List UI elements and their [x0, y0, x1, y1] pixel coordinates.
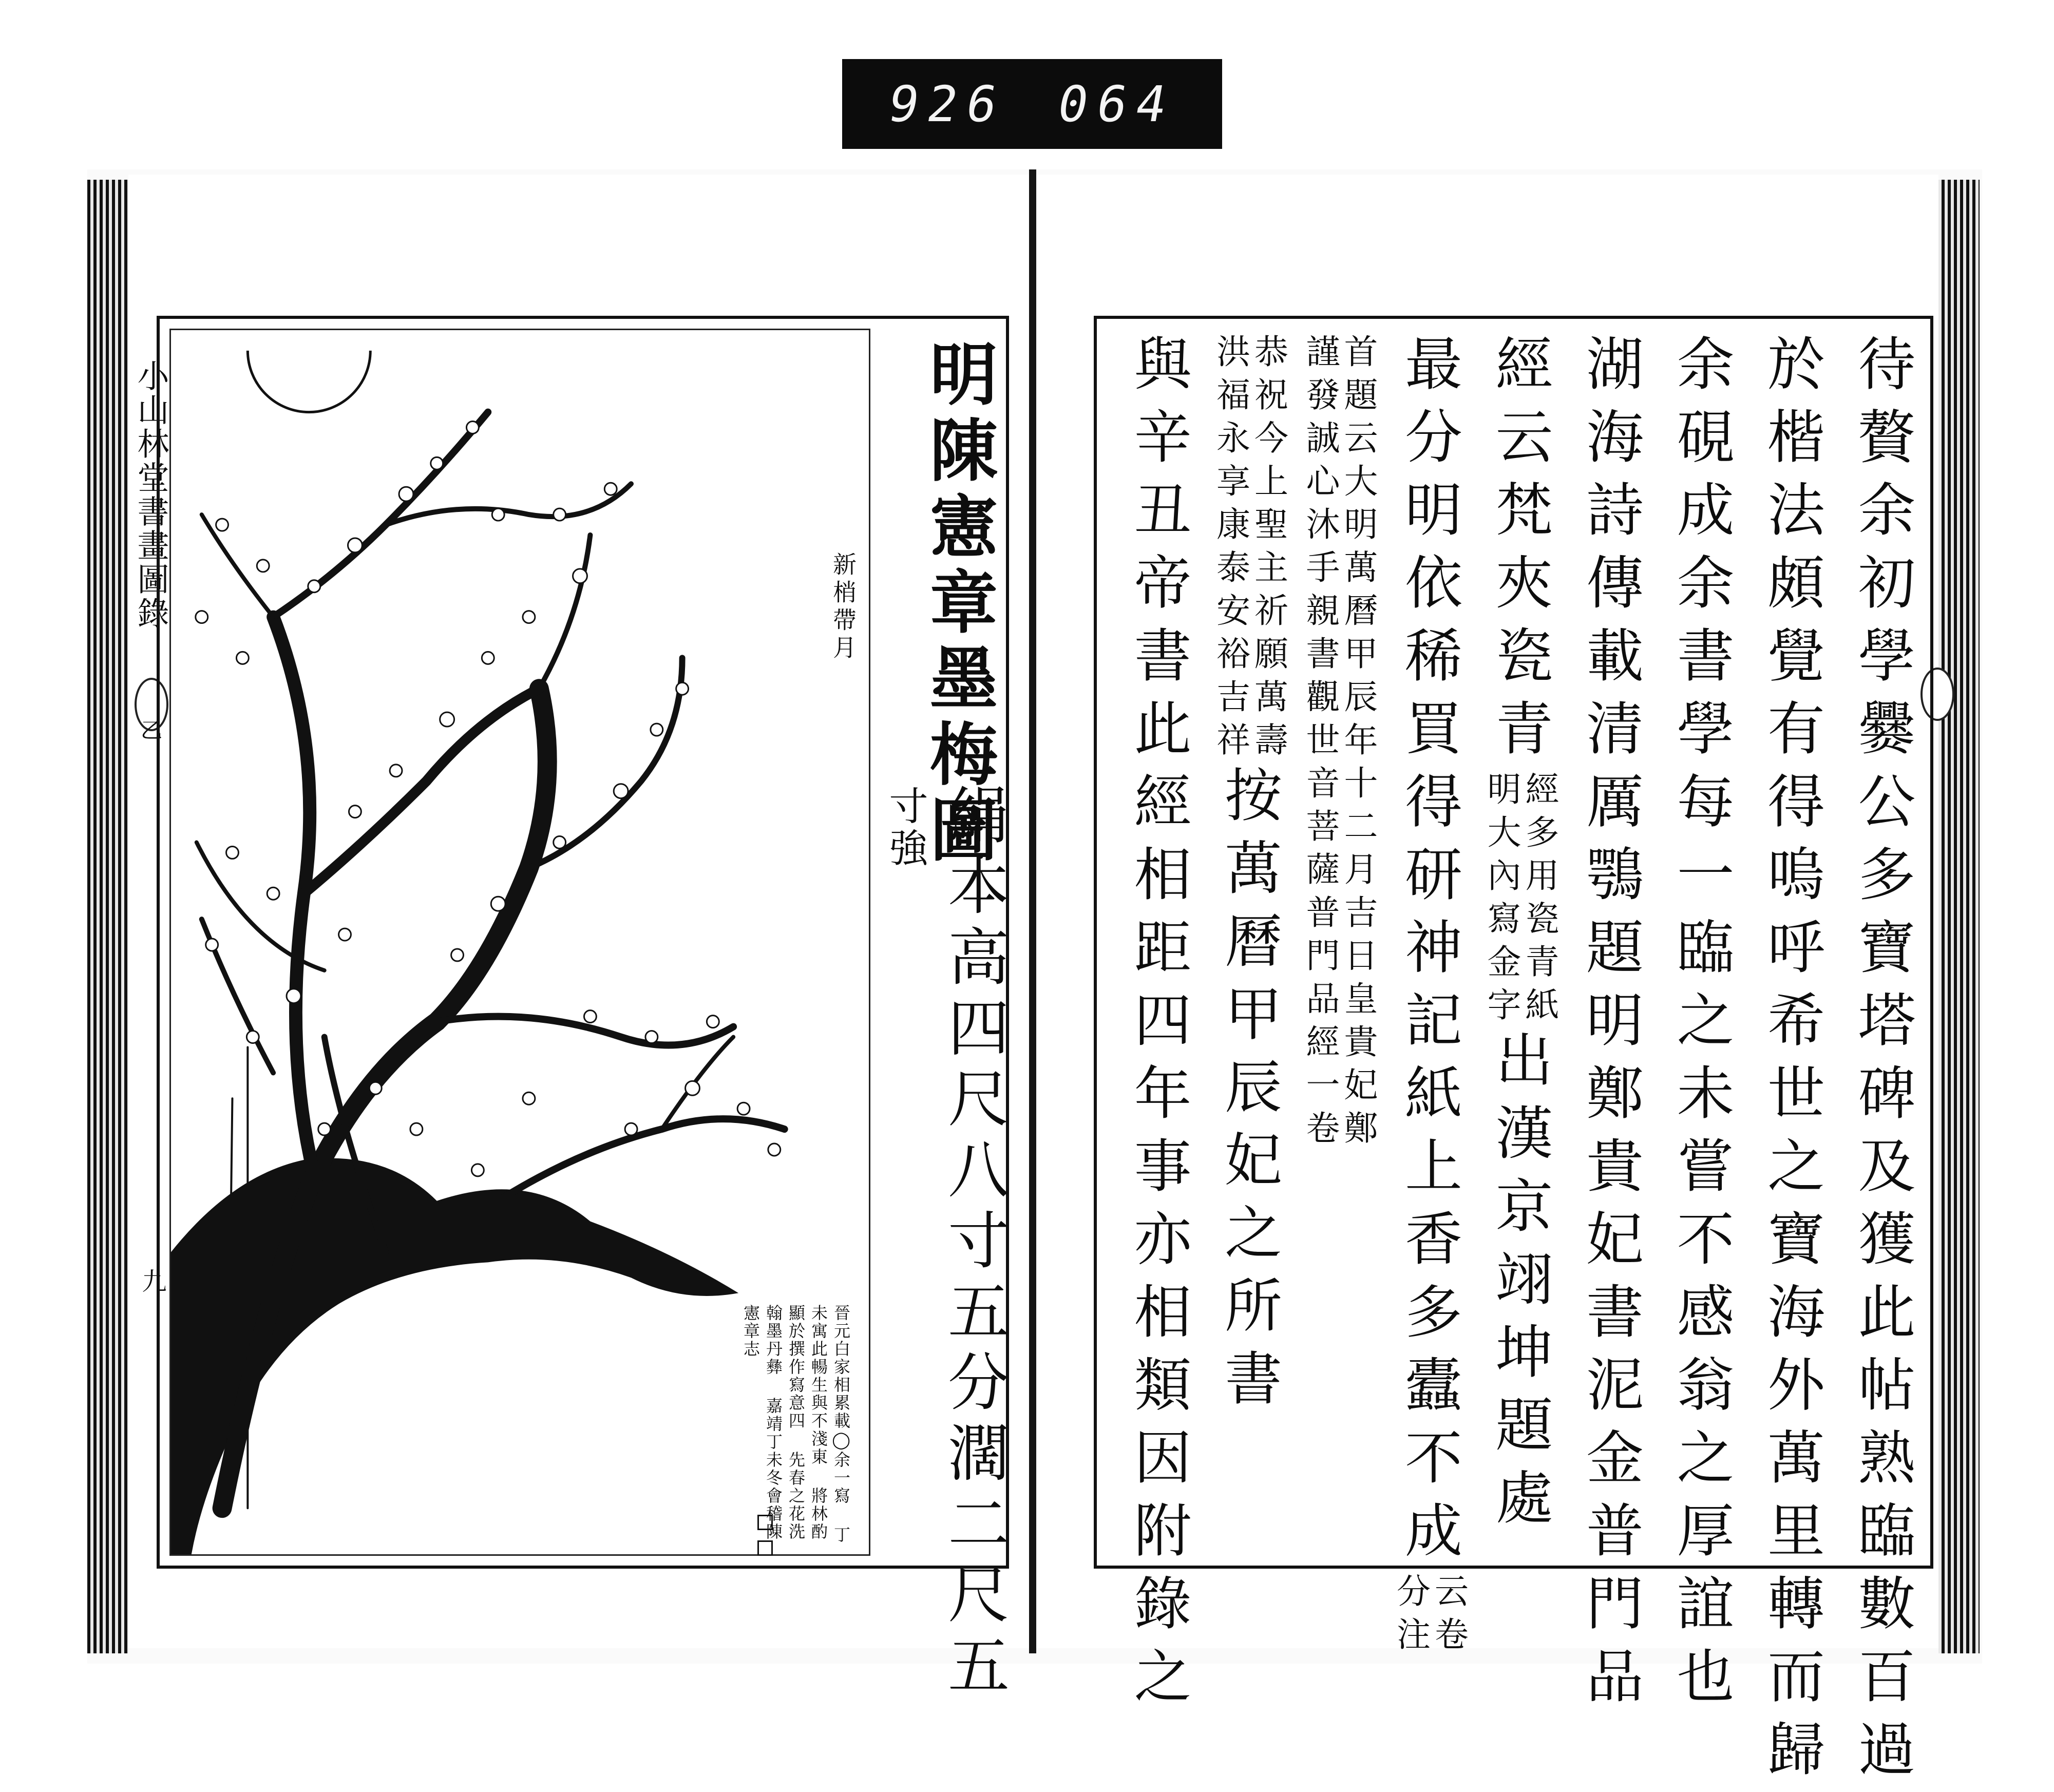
film-roll-number: 926: [884, 75, 1011, 133]
text-column-6-main: 最分明依稀買得研神記紙上香多蠹不成: [1395, 334, 1462, 1573]
margin-book-title: 小山林堂書畫圖錄: [132, 359, 169, 631]
text-column-8: [1210, 334, 1287, 1551]
book-spine: [1029, 169, 1036, 1653]
right-page-edges: [1938, 180, 1980, 1653]
text-column-3: 余硯成余書學每一臨之未嘗不感翁之厚誼也: [1667, 334, 1734, 1719]
text-column-5: [1481, 334, 1558, 1551]
seal-mark-2: [757, 1540, 773, 1556]
margin-volume-mark: 乙: [138, 719, 163, 740]
text-column-1: 待贅余初學爨公多寶塔碑及獲此帖熟臨數百過: [1849, 334, 1915, 1792]
moon-arc: [248, 351, 370, 412]
film-frame-number: 064: [1053, 75, 1181, 133]
text-column-8-note: 恭祝今上聖主祈願萬壽 洪福永享康泰安裕吉祥: [1210, 334, 1288, 765]
text-column-8-main: 按萬曆甲辰妃之所書: [1215, 765, 1282, 1421]
film-frame-label: [842, 59, 1222, 149]
text-column-6: [1391, 334, 1469, 1660]
text-column-9: 與辛丑帝書此經相距四年事亦相類因附錄之: [1125, 334, 1191, 1719]
text-column-5-note-b: 瓷青紙 寫金字: [1481, 901, 1559, 1030]
text-column-7-note: 首題云大明萬曆甲辰年十二月吉日皇貴妃鄭 謹發誠心沐手親書觀世音菩薩普門品經一卷: [1300, 334, 1378, 1153]
text-column-5-note-a: 經多用 明大內: [1481, 771, 1559, 901]
text-column-6-note: 云卷 分注: [1391, 1573, 1469, 1660]
text-column-5-main: 經云梵夾瓷青: [1486, 334, 1553, 771]
painter-inscription: 晉元白家相累載◯余一寫 丁未寓此暢生與不淺東 將林酌顯於撰作寫意四 先春之花洗翰墨丹彝 嘉靖丁未冬會稽陳憲章志: [741, 1304, 851, 1544]
text-column-5-tail: 出漢京翊坤題處: [1486, 1030, 1553, 1540]
text-column-2: 於楷法頗覺有得嗚呼希世之寶海外萬里轉而歸: [1758, 334, 1825, 1792]
plum-blossoms: [196, 422, 781, 1176]
painting-caption: 新梢帶月: [829, 552, 857, 663]
margin-page-number: 九: [138, 1268, 166, 1293]
seal-mark-1: [757, 1515, 773, 1530]
left-page-edges: [87, 180, 128, 1653]
text-column-7: [1301, 334, 1377, 1551]
text-column-4: 湖海詩傳載清厲鶚題明鄭貴妃書泥金普門品: [1576, 334, 1644, 1719]
colophon-text: [1119, 334, 1920, 1792]
painting-dimensions-note: 寸強: [883, 786, 928, 870]
painting-title: 明陳憲章墨梅圖: [918, 339, 998, 871]
painting-dimensions: 絹本高四尺八寸五分濶二尺五: [938, 783, 1009, 1704]
